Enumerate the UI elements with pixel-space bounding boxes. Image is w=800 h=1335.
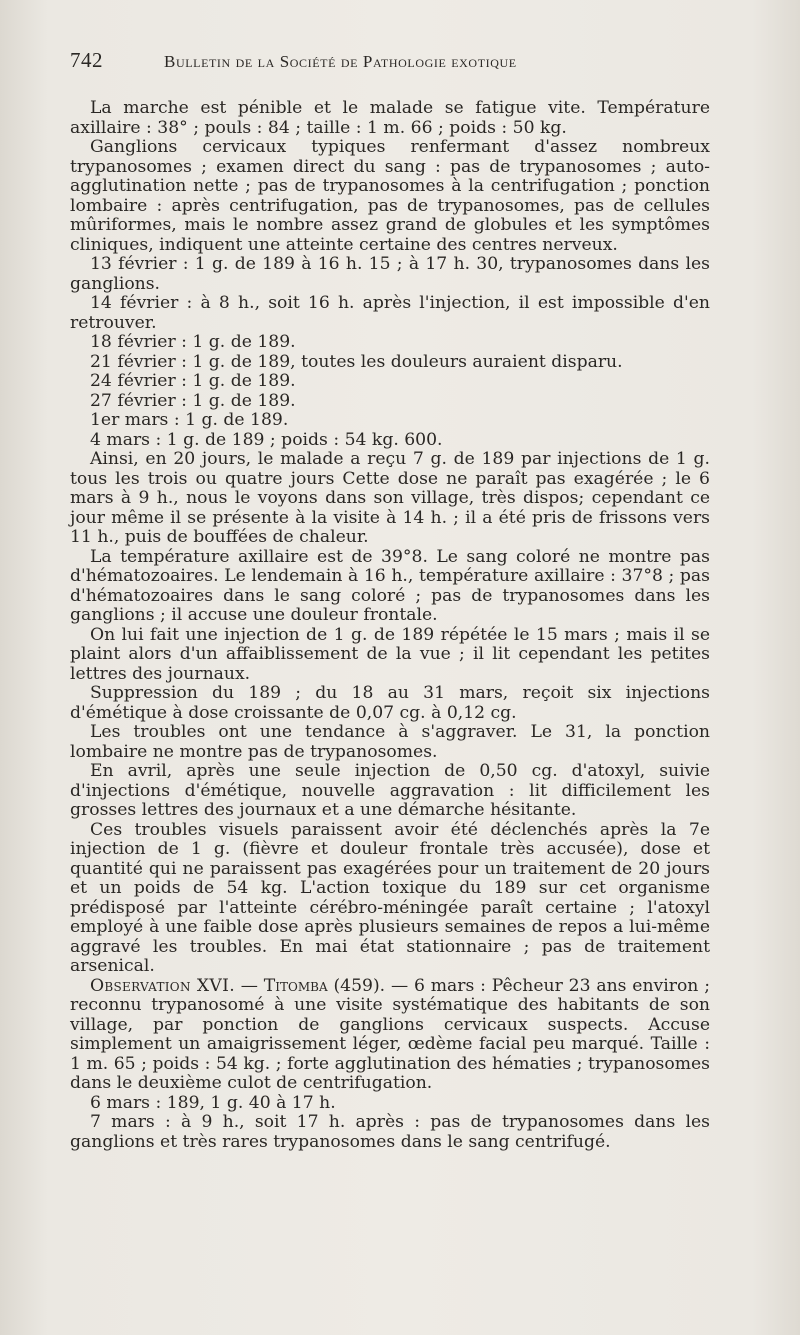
- paragraph: La marche est pénible et le malade se fatigue vite. Température axillaire : 38° ; pouls : 84 ; taille : 1 m. 66 ; poids : 50 kg.: [70, 98, 710, 138]
- paragraph: En avril, après une seule injection de 0,50 cg. d'atoxyl, suivie d'injections d'émétique, nouvelle aggravation : lit difficilement les grosses lettres des journaux et a une démarche hésitante.: [70, 761, 710, 820]
- observation-label: Observation XVI.: [90, 975, 235, 996]
- paragraph: 14 février : à 8 h., soit 16 h. après l'injection, il est impossible d'en retrouver.: [70, 293, 710, 333]
- page-number: 742: [70, 48, 103, 72]
- paragraph: Ces troubles visuels paraissent avoir été déclenchés après la 7e injection de 1 g. (fièvre et douleur frontale très accusée), dose et quantité qui ne paraissent pas exagérées pour un traitement de 20 jours et un poids de 54 kg. L'action toxique du 189 sur cet organisme prédisposé par l'atteinte cérébro-méningée paraît certaine ; l'atoxyl employé à une faible dose après plusieurs semaines de repos a lui-même aggravé les troubles. En mai état stationnaire ; pas de traitement arsenical.: [70, 819, 710, 976]
- paragraph: 1er mars : 1 g. de 189.: [90, 410, 289, 430]
- patient-name: Titomba: [263, 975, 328, 996]
- observation-dash: —: [234, 975, 264, 996]
- paragraph: 27 février : 1 g. de 189.: [90, 390, 296, 411]
- paragraph: 18 février : 1 g. de 189.: [90, 332, 296, 352]
- paragraph: 13 février : 1 g. de 189 à 16 h. 15 ; à 17 h. 30, trypanosomes dans les ganglions.: [70, 254, 710, 294]
- paragraph: Ganglions cervicaux typiques renfermant d'assez nombreux trypanosomes ; examen direct du sang : pas de trypanosomes ; auto-agglutination nette ; pas de trypanosomes à la centrifugation ; ponction lombaire : après centrifugation, pas de trypanosomes, pas de cellules mûriformes, mais le nombre assez grand de globules et les symptômes cliniques, indiquent une atteinte certaine des centres nerveux.: [70, 137, 710, 255]
- paragraph: 7 mars : à 9 h., soit 17 h. après : pas de trypanosomes dans les ganglions et très rares trypanosomes dans le sang centrifugé.: [70, 1112, 710, 1152]
- paragraph: La température axillaire est de 39°8. Le sang coloré ne montre pas d'hématozoaires. Le lendemain à 16 h., température axillaire : 37°8 ; pas d'hématozoaires dans le sang coloré ; pas de trypanosomes dans les ganglions ; il accuse une douleur frontale.: [70, 546, 710, 625]
- paragraph: Suppression du 189 ; du 18 au 31 mars, reçoit six injections d'émétique à dose croissante de 0,07 cg. à 0,12 cg.: [70, 683, 710, 723]
- paragraph: Ainsi, en 20 jours, le malade a reçu 7 g. de 189 par injections de 1 g. tous les trois ou quatre jours Cette dose ne paraît pas exagérée ; le 6 mars à 9 h., nous le voyons dans son village, très dispos; cependant ce jour même il se présente à la visite à 14 h. ; il a été pris de frissons vers 11 h., puis de bouffées de chaleur.: [70, 449, 710, 547]
- paragraph: 6 mars : 189, 1 g. 40 à 17 h.: [90, 1092, 336, 1113]
- page-header: [70, 48, 730, 78]
- body-text: [70, 99, 710, 1152]
- paragraph: 24 février : 1 g. de 189.: [90, 371, 296, 391]
- paragraph: 21 février : 1 g. de 189, toutes les douleurs auraient disparu.: [90, 351, 623, 372]
- paragraph: Les troubles ont une tendance à s'aggraver. Le 31, la ponction lombaire ne montre pas de trypanosomes.: [70, 722, 710, 762]
- paragraph: On lui fait une injection de 1 g. de 189 répétée le 15 mars ; mais il se plaint alors d'un affaiblissement de la vue ; il lit cependant les petites lettres des journaux.: [70, 624, 710, 684]
- paragraph: 4 mars : 1 g. de 189 ; poids : 54 kg. 600.: [90, 429, 443, 450]
- running-title: Bulletin de la Société de Pathologie exotique: [164, 52, 517, 71]
- observation-paragraph: [70, 977, 710, 1094]
- observation-text: (459). — 6 mars : Pêcheur 23 ans environ ; reconnu trypanosomé à une visite systématique des habitants de son village, par ponction de ganglions cervicaux suspects. Accuse simplement un amaigrissement léger, œdème facial peu marqué. Taille : 1 m. 65 ; poids : 54 kg. ; forte agglutination des hématies ; trypanosomes dans le deuxième culot de centrifugation.: [70, 975, 710, 1093]
